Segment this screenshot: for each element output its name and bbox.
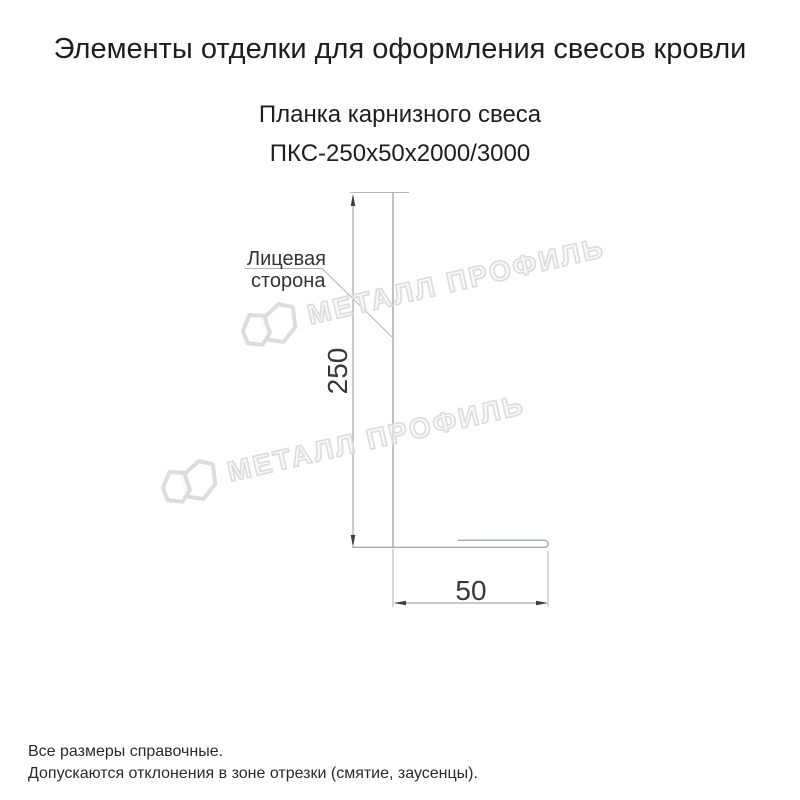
face-label-line1: Лицевая (247, 248, 327, 270)
dimension-value-height: 250 (322, 347, 353, 395)
footer-note-line2: Допускаются отклонения в зоне отрезки (смятие, заусенцы). (28, 765, 478, 782)
product-name: Планка карнизного свеса (258, 101, 542, 128)
arrow-left-icon (394, 601, 406, 606)
page-title: Элементы отделки для оформления свесов кровли (53, 33, 747, 65)
arrow-down-icon (351, 535, 356, 547)
footer-note-line1: Все размеры справочные. (28, 743, 224, 760)
face-label-line2: сторона (251, 270, 326, 292)
arrow-right-icon (536, 601, 548, 606)
watermark-text: МЕТАЛЛ ПРОФИЛЬ (304, 231, 608, 331)
product-sku: ПКС-250х50х2000/3000 (269, 140, 531, 167)
dimension-value-width: 50 (455, 575, 487, 606)
arrow-up-icon (351, 194, 356, 206)
profile-bottom-hem-line (352, 540, 548, 547)
watermark-text: МЕТАЛЛ ПРОФИЛЬ (224, 388, 528, 488)
